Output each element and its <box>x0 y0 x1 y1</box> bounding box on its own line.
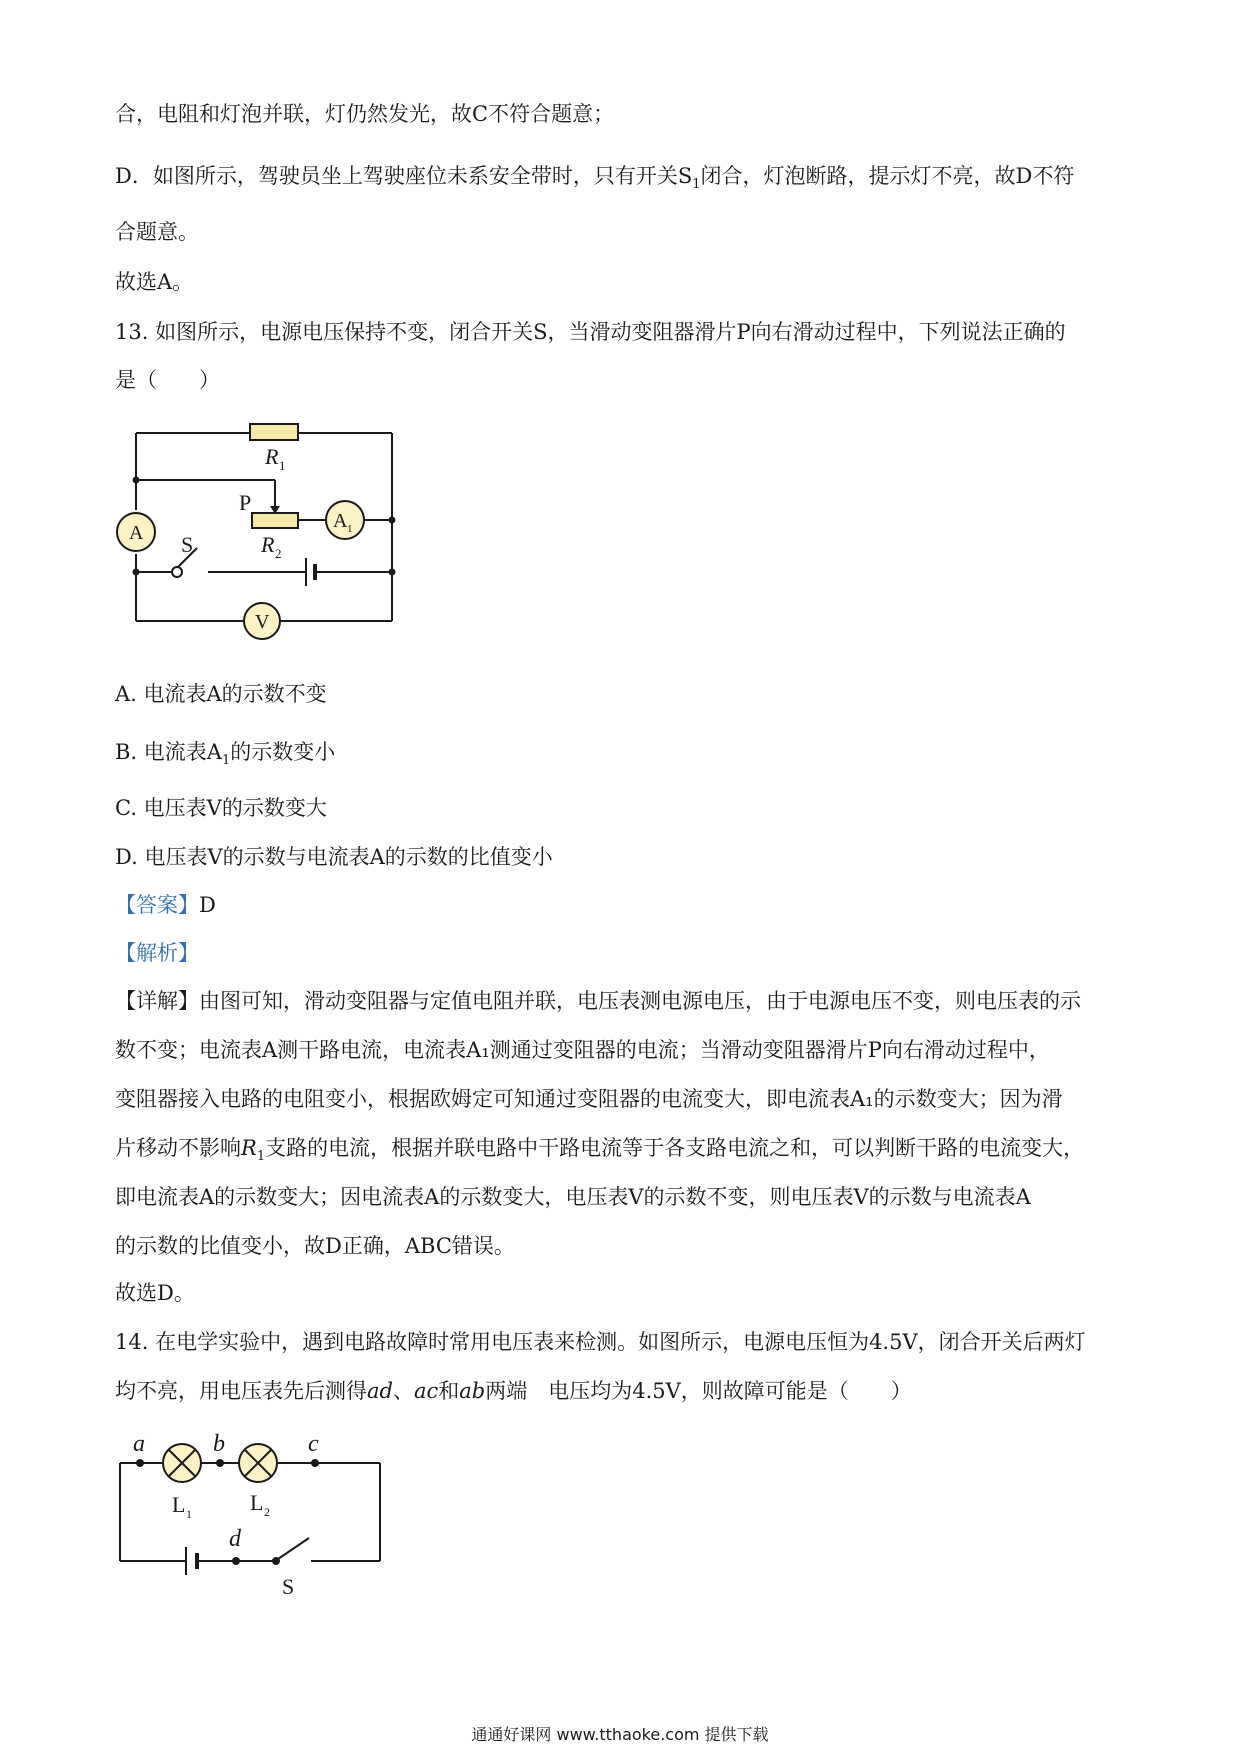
text-span: ac <box>413 1379 439 1403</box>
label-a: A <box>129 522 144 544</box>
text-span: 和 <box>438 1379 460 1403</box>
label-l1-sub: 1 <box>186 1507 192 1521</box>
subscript: 1 <box>256 1149 266 1164</box>
label-l2: L <box>250 1490 264 1515</box>
label-s: S <box>282 1574 295 1599</box>
label-r1: R <box>265 444 279 469</box>
detail-tag: 【详解】 <box>115 989 199 1013</box>
text-span: 两端 电压均为4.5V，则故障可能是（ ） <box>485 1379 912 1403</box>
detail-line: 的示数的比值变小，故D正确，ABC错误。 <box>115 1234 515 1258</box>
detail-line <box>115 987 1081 1015</box>
text-span: 片移动不影响 <box>115 1136 241 1160</box>
label-c: c <box>308 1431 319 1457</box>
junction-dot <box>389 569 396 576</box>
text-line: 合题意。 <box>115 220 199 244</box>
option-c: C. 电压表V的示数变大 <box>115 796 327 820</box>
detail-line: 即电流表A的示数变大；因电流表A的示数变大，电压表V的示数不变，则电压表V的示数与电流表A <box>115 1185 1031 1209</box>
text-span: 闭合，灯泡断路，提示灯不亮，故D不符 <box>700 164 1075 188</box>
label-v: V <box>255 611 270 633</box>
text-span: R <box>241 1136 257 1160</box>
subscript: 1 <box>692 177 701 192</box>
point-c <box>311 1459 319 1467</box>
lamp-l1-icon <box>163 1444 201 1482</box>
point-b <box>216 1459 224 1467</box>
text-span: 均不亮，用电压表先后测得 <box>115 1379 367 1403</box>
label-a: a <box>133 1431 145 1457</box>
label-a1: A <box>333 510 348 532</box>
switch-terminal <box>172 567 182 577</box>
analysis-tag <box>115 939 199 967</box>
text-span: D．如图所示，驾驶员坐上驾驶座位未系安全带时，只有开关S <box>115 164 693 188</box>
answer-value: D <box>199 893 216 917</box>
label-b: b <box>213 1431 225 1457</box>
text-span: 由图可知，滑动变阻器与定值电阻并联，电压表测电源电压，由于电源电压不变，则电压表的示 <box>199 989 1081 1013</box>
text-span: 的示数变小 <box>230 740 336 764</box>
question-13-stem: 是（ ） <box>115 368 220 392</box>
circuit-diagram-13 <box>115 418 405 658</box>
junction-dot <box>389 517 396 524</box>
text-line: 故选A。 <box>115 270 194 294</box>
label-l1: L <box>172 1492 186 1517</box>
text-span: 支路的电流，根据并联电路中干路电流等于各支路电流之和，可以判断干路的电流变大， <box>265 1136 1085 1160</box>
text-line: 合，电阻和灯泡并联，灯仍然发光，故C不符合题意； <box>115 102 615 126</box>
analysis-label: 【解析】 <box>115 941 199 965</box>
text-span: ab <box>459 1379 486 1403</box>
circuit-diagram-14 <box>100 1418 400 1608</box>
label-r1-sub: 1 <box>279 458 286 473</box>
text-span: ad <box>367 1379 393 1403</box>
label-p: P <box>239 490 252 515</box>
text-span: 、 <box>392 1379 414 1403</box>
option-a: A. 电流表A的示数不变 <box>115 682 327 706</box>
label-r2: R <box>261 532 275 557</box>
point-a <box>136 1459 144 1467</box>
text-line <box>115 162 1074 199</box>
detail-line: 故选D。 <box>115 1281 195 1305</box>
junction-dot <box>133 477 140 484</box>
question-14-stem: 14. 在电学实验中，遇到电路故障时常用电压表来检测。如图所示，电源电压恒为4.5V，闭合开关后两灯 <box>115 1330 1086 1354</box>
resistor-r2 <box>252 513 298 528</box>
question-13-stem: 13. 如图所示，电源电压保持不变，闭合开关S，当滑动变阻器滑片P向右滑动过程中，下列说法正确的 <box>115 320 1066 344</box>
detail-line <box>115 1134 1084 1171</box>
point-d <box>232 1557 240 1565</box>
page-footer: 通通好课网 www.tthaoke.com 提供下载 <box>471 1725 769 1744</box>
option-b <box>115 738 335 775</box>
label-r2-sub: 2 <box>275 546 282 561</box>
lamp-l2-icon <box>239 1444 277 1482</box>
detail-line: 数不变；电流表A测干路电流，电流表A₁测通过变阻器的电流；当滑动变阻器滑片P向右滑动过程中， <box>115 1038 1050 1062</box>
answer-tag: 【答案】 <box>115 893 199 917</box>
resistor-r1 <box>250 424 298 440</box>
label-d: d <box>229 1526 241 1552</box>
question-14-stem <box>115 1377 912 1405</box>
subscript: 1 <box>221 753 231 768</box>
switch-terminal <box>272 1557 280 1565</box>
detail-line: 变阻器接入电路的电阻变小，根据欧姆定可知通过变阻器的电流变大，即电流表A₁的示数变大；因为滑 <box>115 1087 1063 1111</box>
junction-dot <box>133 569 140 576</box>
label-s: S <box>181 532 194 557</box>
option-d: D. 电压表V的示数与电流表A的示数的比值变小 <box>115 845 553 869</box>
answer-line <box>115 891 216 919</box>
label-l2-sub: 2 <box>264 1505 270 1519</box>
label-a1-sub: 1 <box>347 523 353 535</box>
text-span: B. 电流表A <box>115 740 222 764</box>
